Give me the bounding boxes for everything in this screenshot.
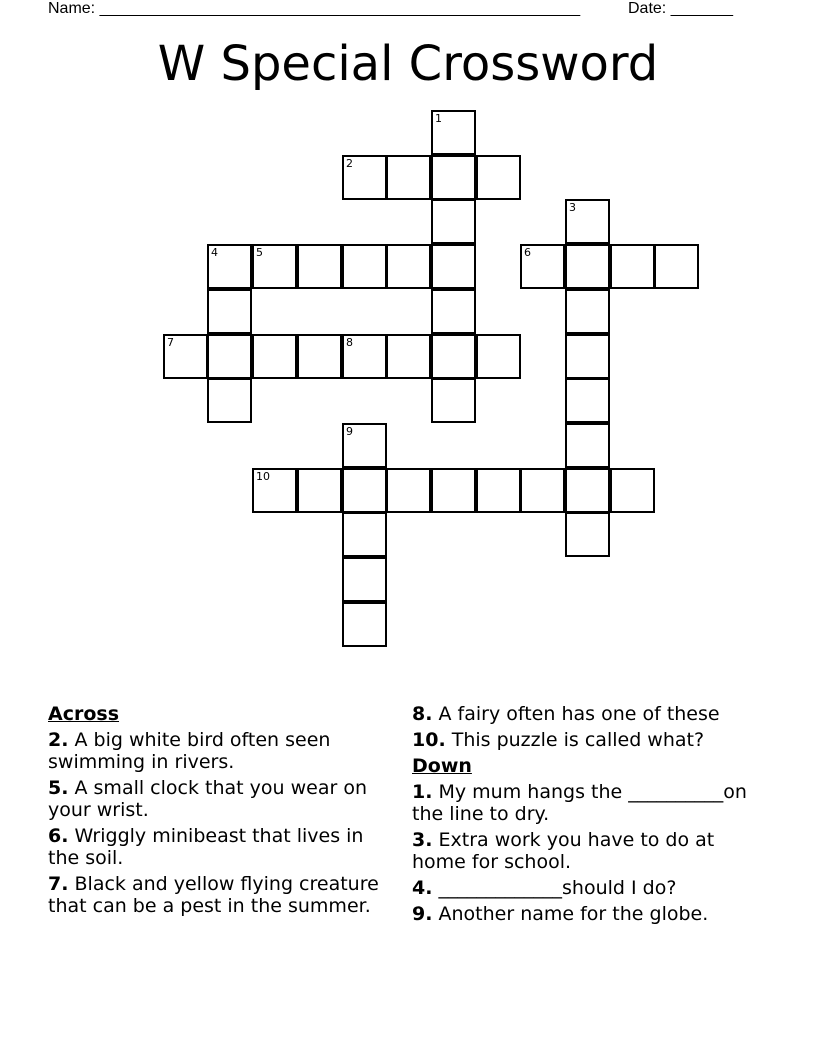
grid-cell[interactable] xyxy=(565,423,610,468)
clue-text: Extra work you have to do at home for school. xyxy=(412,829,715,873)
clues-right-column xyxy=(412,703,762,929)
clue-number: 8. xyxy=(412,703,433,725)
grid-cell[interactable] xyxy=(207,334,252,379)
down-heading: Down xyxy=(412,755,472,777)
clue-across-2 xyxy=(48,729,400,773)
grid-cell[interactable] xyxy=(431,378,476,423)
grid-cell[interactable] xyxy=(476,468,521,513)
grid-cell[interactable] xyxy=(565,512,610,557)
clue-number: 2. xyxy=(48,729,69,751)
clue-text: My mum hangs the __________on the line to dry. xyxy=(412,781,747,825)
grid-cell[interactable] xyxy=(342,468,387,513)
grid-cell[interactable] xyxy=(342,155,387,200)
grid-cell[interactable] xyxy=(431,289,476,334)
clue-text: Another name for the globe. xyxy=(438,903,709,925)
cell-number: 6 xyxy=(524,246,531,259)
clue-number: 4. xyxy=(412,877,433,899)
clue-text: A small clock that you wear on your wrist. xyxy=(48,777,367,821)
clue-across-7 xyxy=(48,873,400,917)
grid-cell[interactable] xyxy=(476,334,521,379)
grid-cell[interactable] xyxy=(654,244,699,289)
grid-cell[interactable] xyxy=(610,468,655,513)
grid-cell[interactable] xyxy=(431,199,476,244)
clue-text: Wriggly minibeast that lives in the soil. xyxy=(48,825,364,869)
grid-cell[interactable] xyxy=(431,155,476,200)
grid-cell[interactable] xyxy=(386,155,431,200)
cell-number: 4 xyxy=(211,246,218,259)
cell-number: 7 xyxy=(167,336,174,349)
clue-across-6 xyxy=(48,825,400,869)
clue-down-4 xyxy=(412,877,762,899)
name-field-label: Name: ______________________________________________________ xyxy=(48,0,581,17)
grid-cell[interactable] xyxy=(386,244,431,289)
grid-cell[interactable] xyxy=(386,334,431,379)
grid-cell[interactable] xyxy=(207,378,252,423)
grid-cell[interactable] xyxy=(565,289,610,334)
grid-cell[interactable] xyxy=(252,244,297,289)
cell-number: 1 xyxy=(435,112,442,125)
cell-number: 10 xyxy=(256,470,270,483)
clue-across-5 xyxy=(48,777,400,821)
cell-number: 9 xyxy=(346,425,353,438)
cell-number: 2 xyxy=(346,157,353,170)
grid-cell[interactable] xyxy=(565,378,610,423)
date-field-label: Date: _______ xyxy=(628,0,733,17)
grid-cell[interactable] xyxy=(342,244,387,289)
clue-across-10 xyxy=(412,729,762,751)
grid-cell[interactable] xyxy=(297,244,342,289)
clue-down-1 xyxy=(412,781,762,825)
grid-cell[interactable] xyxy=(342,557,387,602)
grid-cell[interactable] xyxy=(386,468,431,513)
grid-cell[interactable] xyxy=(565,199,610,244)
clue-number: 5. xyxy=(48,777,69,799)
clue-number: 6. xyxy=(48,825,69,847)
clue-text: _____________should I do? xyxy=(438,877,677,899)
grid-cell[interactable] xyxy=(476,155,521,200)
clue-text: A fairy often has one of these xyxy=(438,703,720,725)
clue-down-3 xyxy=(412,829,762,873)
clue-number: 10. xyxy=(412,729,446,751)
clue-number: 9. xyxy=(412,903,433,925)
grid-cell[interactable] xyxy=(565,244,610,289)
grid-cell[interactable] xyxy=(342,423,387,468)
grid-cell[interactable] xyxy=(252,468,297,513)
grid-cell[interactable] xyxy=(520,244,565,289)
clue-across-8 xyxy=(412,703,762,725)
grid-cell[interactable] xyxy=(207,244,252,289)
grid-cell[interactable] xyxy=(297,334,342,379)
clue-number: 3. xyxy=(412,829,433,851)
grid-cell[interactable] xyxy=(565,468,610,513)
clue-text: A big white bird often seen swimming in rivers. xyxy=(48,729,331,773)
grid-cell[interactable] xyxy=(252,334,297,379)
grid-cell[interactable] xyxy=(520,468,565,513)
grid-cell[interactable] xyxy=(342,512,387,557)
cell-number: 5 xyxy=(256,246,263,259)
clue-text: Black and yellow flying creature that can be a pest in the summer. xyxy=(48,873,379,917)
cell-number: 3 xyxy=(569,201,576,214)
grid-cell[interactable] xyxy=(431,244,476,289)
grid-cell[interactable] xyxy=(342,334,387,379)
clue-down-9 xyxy=(412,903,762,925)
grid-cell[interactable] xyxy=(431,110,476,155)
grid-cell[interactable] xyxy=(565,334,610,379)
clue-number: 7. xyxy=(48,873,69,895)
grid-cell[interactable] xyxy=(163,334,208,379)
grid-cell[interactable] xyxy=(431,334,476,379)
page-title: W Special Crossword xyxy=(157,36,659,92)
grid-cell[interactable] xyxy=(342,602,387,647)
grid-cell[interactable] xyxy=(297,468,342,513)
cell-number: 8 xyxy=(346,336,353,349)
grid-cell[interactable] xyxy=(207,289,252,334)
clue-text: This puzzle is called what? xyxy=(451,729,705,751)
grid-cell[interactable] xyxy=(431,468,476,513)
clue-number: 1. xyxy=(412,781,433,803)
clues-left-column xyxy=(48,703,400,921)
grid-cell[interactable] xyxy=(610,244,655,289)
across-heading: Across xyxy=(48,703,120,725)
